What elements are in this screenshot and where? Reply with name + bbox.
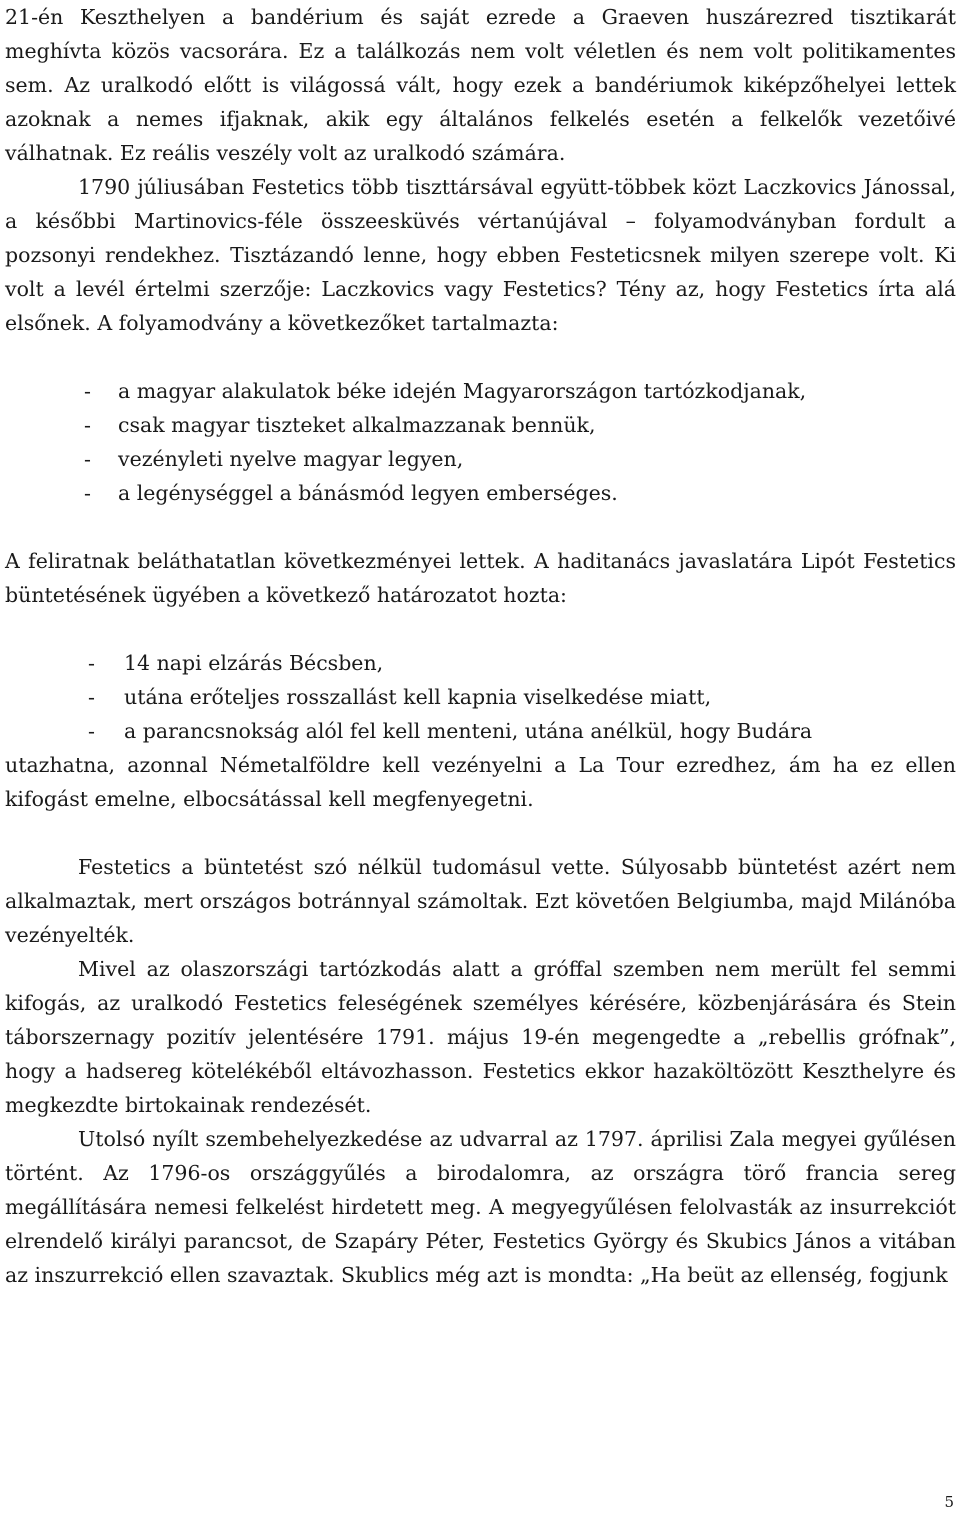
list-item-text: 14 napi elzárás Bécsben, [124, 651, 384, 675]
verdict-list [5, 646, 956, 748]
list-dash: - [88, 651, 95, 675]
list-item [5, 408, 956, 442]
paragraph-3: A feliratnak beláthatatlan következményei lettek. A haditanács javaslatára Lipót Festetics büntetésének ügyében a következő határozatot hozta: [5, 549, 956, 607]
list-item-text: a parancsnokság alól fel kell menteni, utána anélkül, hogy Budára [124, 719, 813, 743]
spacer [5, 612, 956, 646]
list-dash: - [88, 685, 95, 709]
list-item-text: utána erőteljes rosszallást kell kapnia viselkedése miatt, [124, 685, 712, 709]
list-dash: - [84, 447, 91, 471]
list-item [5, 680, 956, 714]
list-dash: - [84, 413, 91, 437]
list-dash: - [88, 719, 95, 743]
list-item-text: a magyar alakulatok béke idején Magyarországon tartózkodjanak, [118, 379, 807, 403]
list-dash: - [84, 379, 91, 403]
paragraph-6: Utolsó nyílt szembehelyezkedése az udvarral az 1797. áprilisi Zala megyei gyűlésen történt. Az 1796-os országgyűlés a birodalomra, az országra törő francia sereg megállítására nemesi felkelést hirdetett meg. A megyegyűlésen felolvasták az insurrekciót elrendelő királyi parancsot, de Szapáry Péter, Festetics György és Skubics János a vitában az inszurrekció ellen szavaztak. Skublics még azt is mondta: „Ha beüt az ellenség, fogjunk [5, 1127, 956, 1287]
spacer [5, 340, 956, 374]
petition-list [5, 374, 956, 510]
list-item [5, 374, 956, 408]
list-item [5, 442, 956, 476]
paragraph-5: Mivel az olaszországi tartózkodás alatt a gróffal szemben nem merült fel semmi kifogás, az uralkodó Festetics feleségének személyes kérésére, közbenjárására és Stein táborszernagy pozitív jelentésére 1791. május 19-én megengedte a „rebellis grófnak”, hogy a hadsereg kötelékéből eltávozhasson. Festetics ekkor hazaköltözött Keszthelyre és megkezdte birtokainak rendezését. [5, 957, 956, 1117]
paragraph-1: 21-én Keszthelyen a bandérium és saját ezrede a Graeven huszárezred tisztikarát meghívta közös vacsorára. Ez a találkozás nem volt véletlen és nem volt politikamentes sem. Az uralkodó előtt is világossá vált, hogy ezek a bandériumok kiképzőhelyei lettek azoknak a nemes ifjaknak, akik egy általános felkelés esetén a felkelők vezetőivé válhatnak. Ez reális veszély volt az uralkodó számára. [5, 5, 956, 165]
list-item [5, 646, 956, 680]
paragraph-4: Festetics a büntetést szó nélkül tudomásul vette. Súlyosabb büntetést azért nem alkalmaztak, mert országos botránnyal számoltak. Ezt követően Belgiumba, majd Milánóba vezényelték. [5, 855, 956, 947]
list-item [5, 714, 956, 748]
list-item-text: vezényleti nyelve magyar legyen, [118, 447, 464, 471]
spacer [5, 816, 956, 850]
list-dash: - [84, 481, 91, 505]
spacer [5, 510, 956, 544]
list-item-text: a legénységgel a bánásmód legyen emberséges. [118, 481, 618, 505]
document-page [5, 0, 956, 1292]
list-item-text: csak magyar tiszteket alkalmazzanak bennük, [118, 413, 596, 437]
list-item-continuation: utazhatna, azonnal Németalföldre kell vezényelni a La Tour ezredhez, ám ha ez ellen kifogást emelne, elbocsátással kell megfenyegetni. [5, 753, 956, 811]
page-number: 5 [944, 1493, 954, 1511]
paragraph-2: 1790 júliusában Festetics több tiszttársával együtt-többek közt Laczkovics Jánossal, a későbbi Martinovics-féle összeesküvés vértanújával – folyamodványban fordult a pozsonyi rendekhez. Tisztázandó lenne, hogy ebben Festeticsnek milyen szerepe volt. Ki volt a levél értelmi szerzője: Laczkovics vagy Festetics? Tény az, hogy Festetics írta alá elsőnek. A folyamodvány a következőket tartalmazta: [5, 175, 956, 335]
list-item [5, 476, 956, 510]
